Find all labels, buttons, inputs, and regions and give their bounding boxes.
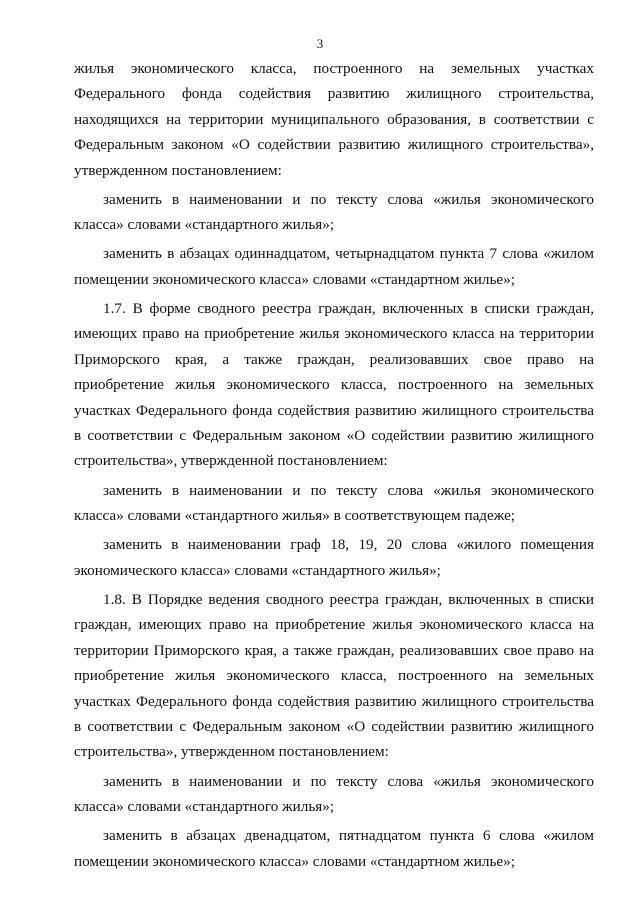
paragraph-replace-paragraphs-item-7: заменить в абзацах одиннадцатом, четырнадцатом пункта 7 слова «жилом помещении экономического класса» словами «стандартном жилье»; xyxy=(74,245,594,288)
paragraph-replace-title-text-2: заменить в наименовании и по тексту слова «жилья экономического класса» словами «стандартного жилья»; xyxy=(74,772,594,815)
paragraph-replace-title-text: заменить в наименовании и по тексту слова «жилья экономического класса» словами «стандартного жилья»; xyxy=(74,190,594,234)
paragraph-section-1-7: 1.7. В форме сводного реестра граждан, включенных в списки граждан, имеющих право на приобретение жилья экономического класса на территории Приморского края, а также граждан, реализовавших свое право на приобретение жилья экономического класса, построенного на земельных участках Федерального фонда содействия развитию жилищного строительства в соответствии с Федеральным законом «О содействии развитию жилищного строительства», утвержденной постановлением: xyxy=(74,300,594,470)
paragraph-replace-title-text-case: заменить в наименовании и по тексту слова «жилья экономического класса» словами «стандартного жилья» в соответствующем падеже; xyxy=(74,481,594,525)
paragraph-replace-columns: заменить в наименовании граф 18, 19, 20 слова «жилого помещения экономического класса» словами «стандартного жилья»; xyxy=(74,536,594,579)
paragraph-section-1-8: 1.8. В Порядке ведения сводного реестра граждан, включенных в списки граждан, имеющих право на приобретение жилья экономического класса на территории Приморского края, а также граждан, реализовавших свое право на приобретение жилья экономического класса, построенного на земельных участках Федерального фонда содействия развитию жилищного строительства в соответствии с Федеральным законом «О содействии развитию жилищного строительства», утвержденном постановлением: xyxy=(74,590,594,761)
document-body xyxy=(74,56,594,878)
paragraph-replace-paragraphs-item-6: заменить в абзацах двенадцатом, пятнадцатом пункта 6 слова «жилом помещении экономического класса» словами «стандартном жилье»; xyxy=(74,827,594,870)
page-number: 3 xyxy=(316,36,324,51)
paragraph-continuation: жилья экономического класса, построенного на земельных участках Федерального фонда содействия развитию жилищного строительства, находящихся на территории муниципального образования, в соответствии с Федеральным законом «О содействии развитию жилищного строительства», утвержденном постановлением: xyxy=(74,60,594,179)
